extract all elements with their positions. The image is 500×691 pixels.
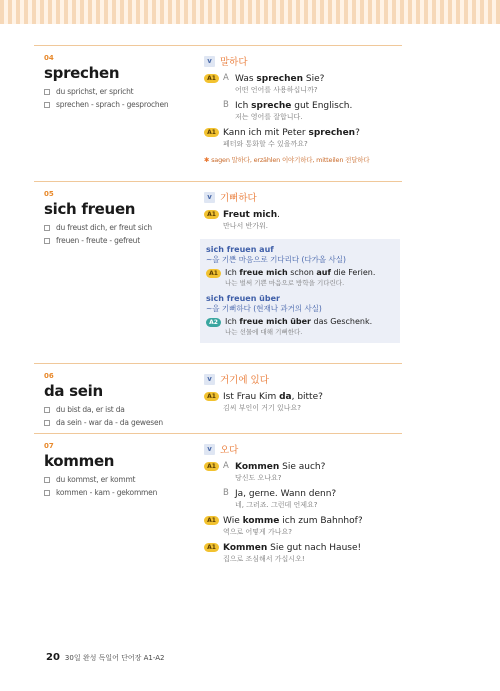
speaker: A: [223, 461, 229, 471]
page-footer: [46, 652, 164, 663]
sentence: Ich spreche gut Englisch.: [235, 101, 353, 111]
example: [204, 515, 400, 537]
entry-word: da sein: [44, 382, 103, 400]
entry-word: sich freuen: [44, 200, 136, 218]
usage-panel: [200, 239, 400, 343]
form-row: du kommst, er kommt: [44, 473, 194, 486]
checkbox-icon[interactable]: [44, 420, 50, 426]
form-row: du freust dich, er freut sich: [44, 221, 194, 234]
translation: 집으로 조심해서 가십시오!: [223, 555, 305, 563]
entry-kommen: [34, 433, 402, 623]
checkbox-icon[interactable]: [44, 225, 50, 231]
entry-number: 07: [44, 442, 54, 450]
phrase-example: A1 Ich freue mich schon auf die Ferien. 나는 벌써 기쁜 마음으로 방학을 기다린다.: [206, 268, 394, 288]
translation: 네, 그러죠. 그런데 언제요?: [235, 501, 318, 509]
level-badge: A1: [204, 392, 219, 401]
entry-da-sein: [34, 363, 402, 433]
speaker: A: [223, 73, 229, 83]
entry-number: 06: [44, 372, 54, 380]
book-title: 30일 완성 독일어 단어장 A1-A2: [64, 654, 165, 662]
phrase-example: A2 Ich freue mich über das Geschenk. 나는 선물에 대해 기뻐한다.: [206, 317, 394, 337]
checkbox-icon[interactable]: [44, 89, 50, 95]
form-text: sprechen - sprach - gesprochen: [56, 100, 169, 109]
checkbox-icon[interactable]: [44, 477, 50, 483]
checkbox-icon[interactable]: [44, 238, 50, 244]
example: [204, 542, 400, 564]
speaker: B: [223, 488, 229, 498]
verb-tag-icon: v: [204, 192, 215, 203]
entry-body: [204, 54, 400, 164]
sentence: Ja, gerne. Wann denn?: [235, 489, 337, 499]
sentence: Kann ich mit Peter sprechen?: [223, 128, 360, 138]
level-badge: A1: [204, 128, 219, 137]
entry-word: kommen: [44, 452, 115, 470]
translation: 나는 선물에 대해 기뻐한다.: [225, 328, 303, 336]
entry-head: [44, 54, 194, 111]
sentence: Ist Frau Kim da, bitte?: [223, 392, 323, 402]
translation: 역으로 어떻게 가나요?: [223, 528, 293, 536]
phrase-head: sich freuen über: [206, 294, 280, 303]
example: [204, 209, 400, 231]
form-text: du sprichst, er spricht: [56, 87, 134, 96]
example: [204, 100, 400, 122]
speaker: B: [223, 100, 229, 110]
level-badge: A1: [204, 210, 219, 219]
sentence: Kommen Sie auch?: [235, 462, 326, 472]
form-row: freuen - freute - gefreut: [44, 234, 194, 247]
meaning: 기뻐하다: [220, 193, 257, 204]
translation: 저는 영어를 잘합니다.: [235, 113, 303, 121]
meaning: 오다: [220, 445, 239, 456]
synonym-note: ✱ sagen 말하다, erzählen 이야기하다, mitteilen 전달하다: [204, 156, 370, 164]
verb-tag-icon: v: [204, 56, 215, 67]
translation: 어떤 언어를 사용하십니까?: [235, 86, 318, 94]
level-badge: A1: [204, 543, 219, 552]
checkbox-icon[interactable]: [44, 102, 50, 108]
entry-sprechen: [34, 45, 402, 181]
meaning: 거기에 있다: [220, 375, 269, 386]
star-icon: ✱: [204, 156, 210, 164]
translation: 만나서 반가워.: [223, 222, 269, 230]
verb-tag-icon: v: [204, 444, 215, 455]
translation: 나는 벌써 기쁜 마음으로 방학을 기다린다.: [225, 279, 345, 287]
form-row: du bist da, er ist da: [44, 403, 194, 416]
verb-tag-icon: v: [204, 374, 215, 385]
level-badge: A1: [204, 516, 219, 525]
phrase-head: sich freuen auf: [206, 245, 274, 254]
checkbox-icon[interactable]: [44, 490, 50, 496]
level-badge: A1: [204, 462, 219, 471]
example: [204, 391, 400, 413]
translation: 김씨 부인이 거기 있나요?: [223, 404, 302, 412]
entry-word: sprechen: [44, 64, 120, 82]
entry-sich-freuen: [34, 181, 402, 363]
translation: 당신도 오나요?: [235, 474, 282, 482]
form-row: kommen - kam - gekommen: [44, 486, 194, 499]
page-number: 20: [46, 652, 60, 663]
form-row: [44, 85, 194, 98]
example: [204, 488, 400, 510]
entry-number: 05: [44, 190, 54, 198]
phrase-meaning: ~을 기쁜 마음으로 기다리다 (다가올 사실): [206, 255, 346, 264]
form-row: [44, 98, 194, 111]
entry-number: 04: [44, 54, 54, 62]
sentence: Freut mich.: [223, 210, 281, 220]
sentence: Was sprechen Sie?: [235, 74, 325, 84]
meaning: 말하다: [220, 57, 248, 68]
translation: 페터와 통화할 수 있을까요?: [223, 140, 308, 148]
example: [204, 73, 400, 95]
level-badge: A2: [206, 318, 221, 327]
form-row: da sein - war da - da gewesen: [44, 416, 194, 429]
sentence: Wie komme ich zum Bahnhof?: [223, 516, 363, 526]
example: [204, 127, 400, 149]
example: [204, 461, 400, 483]
level-badge: A1: [206, 269, 221, 278]
level-badge: A1: [204, 74, 219, 83]
top-stripe-decoration: [0, 0, 500, 24]
phrase-meaning: ~을 기뻐하다 (현재나 과거의 사실): [206, 304, 322, 313]
sentence: Kommen Sie gut nach Hause!: [223, 543, 362, 553]
checkbox-icon[interactable]: [44, 407, 50, 413]
